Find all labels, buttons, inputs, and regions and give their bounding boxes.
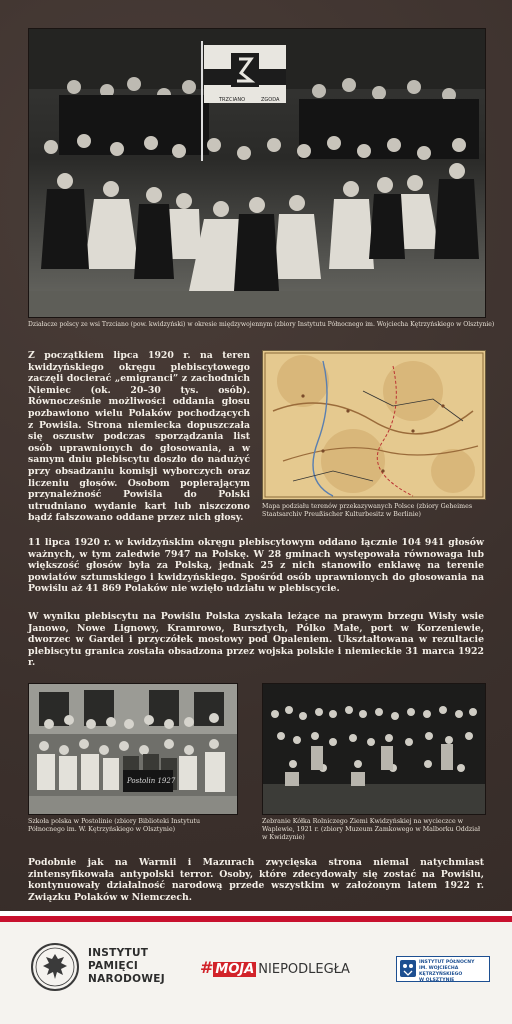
top-group-photo — [28, 28, 486, 318]
plebiscite-map — [262, 350, 486, 500]
banner-right-text: ZGODA — [261, 97, 280, 103]
banner-left-text: TRZCIANO — [219, 97, 246, 103]
map-caption: Mapa podziału terenów przekazywanych Polsce (zbiory Geheimes Staatsarchiv Preußischer Kulturbesitz w Berlinie) — [262, 503, 473, 518]
school-photo — [28, 683, 238, 815]
moja-niepodlegla-logo — [200, 958, 350, 977]
mn-moja: MOJA — [215, 962, 255, 977]
meeting-photo-caption: Zebranie Kółka Rolniczego Ziemi Kwidzyńskiej na wycieczce w Waplewie, 1921 r. (zbiory Muzeum Zamkowego w Malborku Oddział w Kwidzynie) — [262, 818, 480, 841]
ip-line-2: IM. WOJCIECHA KĘTRZYŃSKIEGO — [419, 966, 463, 977]
footer — [0, 922, 512, 1024]
mn-hash: # — [200, 958, 214, 977]
paragraph-1: Z początkiem lipca 1920 r. na teren kwidzyńskiego okręgu plebiscytowego zaczęli docierać „emigranci” z zachodnich Niemiec (ok. 20–30 tys. osób). Równocześnie możliwości oddania głosu pozbawiono wielu Polaków pochodzących z Powiśla. Strona niemiecka dopuszczała się oszustw podczas sporządzania list osób uprawnionych do głosowania, a w samym dniu plebiscytu doszło do nadużyć przy obsadzaniu komisji wyborczych oraz liczeniu głosów. Osobom popierającym przynależność Powiśla do Polski utrudniano wydanie kart lub niszczono bądź fałszowano oddane przez nich głosy. — [28, 350, 250, 524]
ipn-line-3: NARODOWEJ — [88, 973, 165, 985]
ipn-line-1: INSTYTUT — [88, 947, 149, 959]
school-board-text: Postolin 1927 — [127, 777, 176, 785]
ip-name — [419, 960, 489, 984]
ipn-line-2: PAMIĘCI — [88, 960, 139, 972]
ip-line-3: W OLSZTYNIE — [419, 978, 455, 983]
top-photo-caption: Działacze polscy ze wsi Trzciano (pow. kwidzyński) w okresie międzywojennym (zbiory Instytutu Północnego im. Wojciecha Kętrzyńskiego w Olsztynie) — [28, 321, 495, 328]
ipn-eagle-logo-icon — [30, 942, 80, 992]
paragraph-4: Podobnie jak na Warmii i Mazurach zwycięska strona niemal natychmiast zintensyfikowała antypolski terror. Osoby, które zdecydowały się zostać na Powiślu, kontynuowały działalność narodową przede wszystkim w założonym latem 1922 r. Związku Polaków w Niemczech. — [28, 857, 484, 903]
ip-line-1: INSTYTUT PÓŁNOCNY — [419, 960, 475, 965]
school-photo-caption: Szkoła polska w Postolinie (zbiory Biblioteki Instytutu Północnego im. W. Kętrzyńskiego w Olsztynie) — [28, 818, 201, 833]
ip-logo-frame — [396, 956, 490, 982]
mn-niepodlegla: NIEPODLEGŁA — [258, 962, 350, 977]
paragraph-2: 11 lipca 1920 r. w kwidzyńskim okręgu plebiscytowym oddano łącznie 104 941 głosów ważnych, w tym zaledwie 7947 na Polskę. W 28 gminach występowała równowaga lub większość głosów była za Polską, jednak 25 z nich stanowiło enklawę na terenie powiatów sztumskiego i kwidzyńskiego. Spośród osób uprawnionych do głosowania na Powiślu aż 41 869 Polaków nie wzięło udziału w plebiscycie. — [28, 537, 484, 595]
ip-owl-icon — [400, 960, 416, 977]
paragraph-3: W wyniku plebiscytu na Powiślu Polska zyskała leżące na prawym brzegu Wisły wsie Janowo, Nowe Lignowy, Kramrowo, Bursztych, Pólko Małe, port w Korzeniewie, dworzec w Gardei i przyczółek mostowy pod Opaleniem. Ukształtowana w rezultacie plebiscytu granica została obsadzona przez wojska polskie i niemieckie 31 marca 1922 r. — [28, 611, 484, 669]
meeting-photo — [262, 683, 486, 815]
ipn-name — [88, 947, 165, 986]
